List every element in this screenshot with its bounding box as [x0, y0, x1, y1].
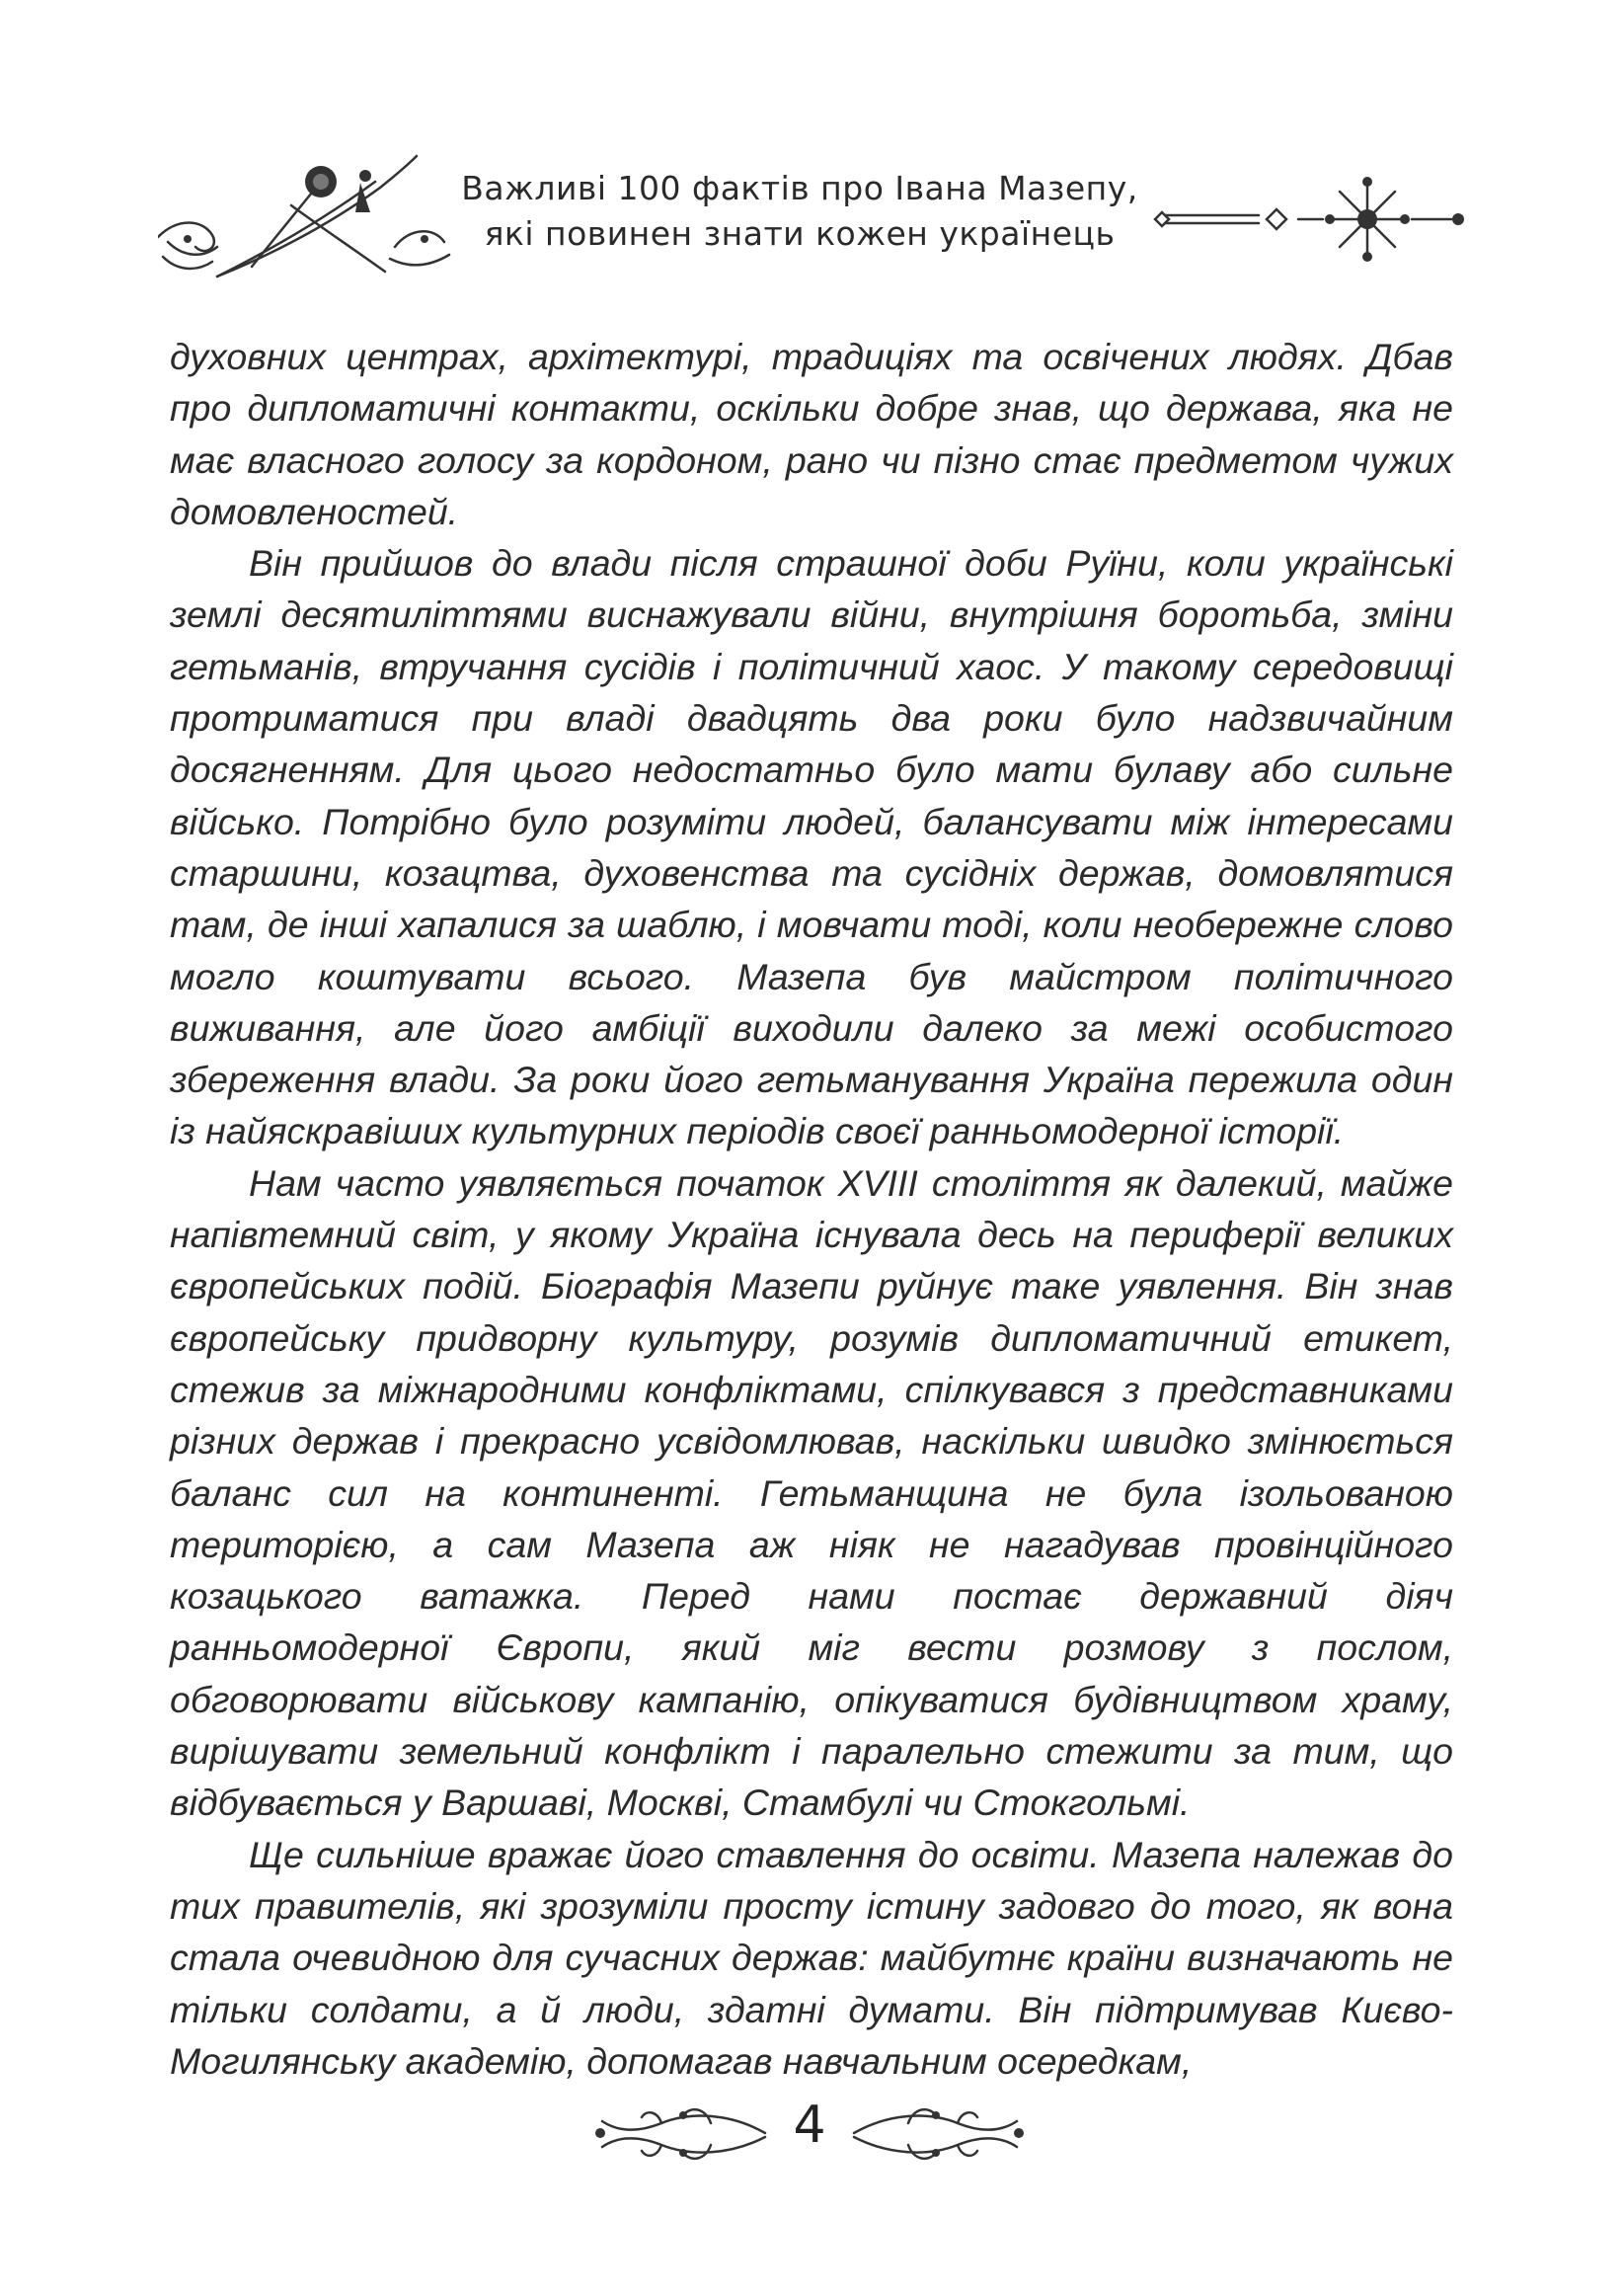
paragraph-2: Він прийшов до влади після страшної доби Руїни, коли українські землі десятиліттями виснажували війни, внутрішня боротьба, зміни гетьманів, втручання сусідів і політичний хаос. У такому середовищі протриматися при владі двадцять два роки було надзвичайним досягненням. Для цього недостатньо було мати булаву або сильне військо. Потрібно було розуміти людей, балансувати між інтересами старшини, козацтва, духовенства та сусідніх держав, домовлятися там, де інші хапалися за шаблю, і мовчати тоді, коли необережне слово могло коштувати всього. Мазепа був майстром політичного виживання, але його амбіції виходили далеко за межі особистого збереження влади. За роки його гетьманування Україна пережила один із найяскравіших культурних періодів своєї ранньомодерної історії.	[170, 542, 1453, 1152]
snowflake-divider-icon	[1150, 168, 1466, 267]
floral-flourish-left-icon	[592, 2094, 770, 2173]
paragraph-3: Нам часто уявляється початок XVIII століття як далекий, майже напівтемний світ, у якому Україна існувала десь на периферії великих європейських подій. Біографія Мазепи руйнує таке уявлення. Він знав європейську придворну культуру, розумів дипломатичний етикет, стежив за міжнародними конфліктами, спілкувався з представниками різних держав і прекрасно усвідомлював, наскільки швидко змінюється баланс сил на континенті. Гетьманщина не була ізольованою територією, а сам Мазепа аж ніяк не нагадував провінційного козацького ватажка. Перед нами постає державний діяч ранньомодерної Європи, який міг вести розмову з послом, обговорювати військову кампанію, опікуватися будівництвом храму, вирішувати земельний конфлікт і паралельно стежити за тим, що відбувається у Варшаві, Москві, Стамбулі чи Стокгольмі.	[170, 1161, 1453, 1824]
header-title-line-2: які повинен знати кожен українець	[484, 214, 1116, 253]
running-header-title	[444, 166, 1155, 257]
page-header	[0, 0, 1624, 316]
main-text	[170, 331, 1453, 2087]
mace-and-sabre-floral-icon	[158, 148, 454, 286]
floral-flourish-right-icon	[849, 2094, 1027, 2173]
page-number: 4	[793, 2096, 826, 2155]
header-title-line-1: Важливі 100 фактів про Івана Мазепу,	[461, 169, 1138, 207]
paragraph-4: Ще сильніше вражає його ставлення до освіти. Мазепа належав до тих правителів, які зрозуміли просту істину задовго до того, як вона стала очевидною для сучасних держав: майбутнє країни визначають не тільки солдати, а й люди, здатні думати. Він підтримував Києво-Могилянську академію, допомагав навчальним осередкам,	[170, 1833, 1453, 2082]
paragraph-1: духовних центрах, архітектурі, традиціях та освічених людях. Дбав про дипломатичні контакти, оскільки добре знав, що держава, яка не має власного голосу за кордоном, рано чи пізно стає предметом чужих домовленостей.	[170, 336, 1453, 532]
